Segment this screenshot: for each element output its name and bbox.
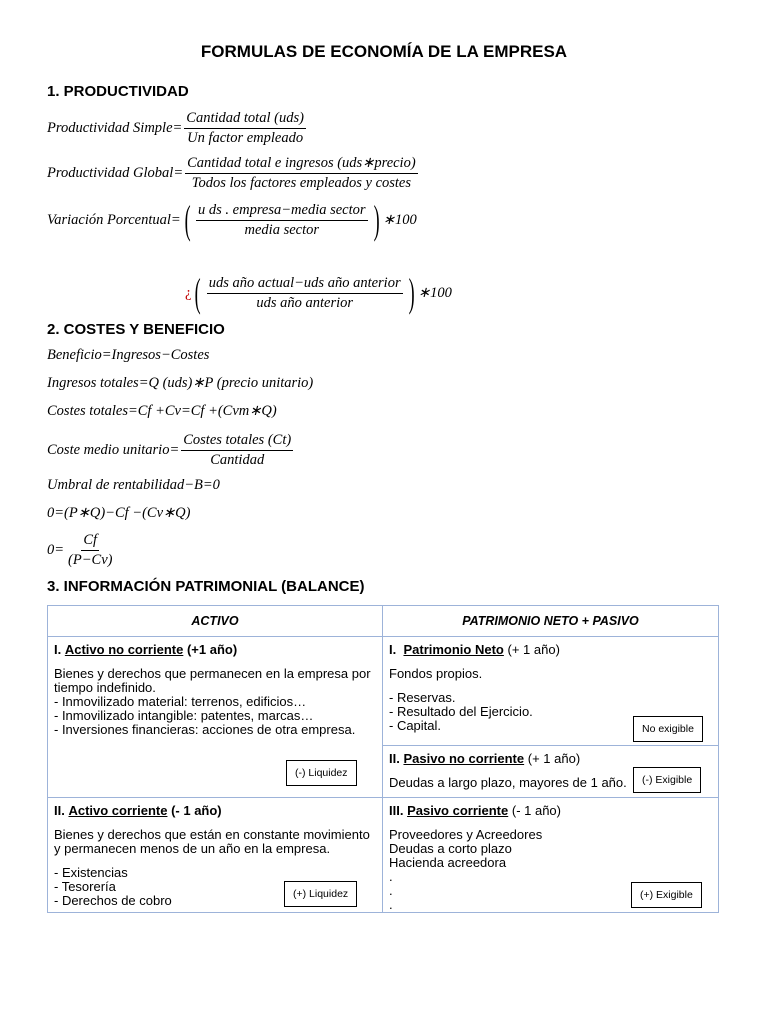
pc-heading: III. Pasivo corriente (- 1 año): [389, 803, 561, 818]
fraction: [196, 202, 368, 239]
left-paren: (: [184, 197, 191, 242]
formula-lhs: Coste medio unitario=: [47, 442, 180, 458]
pnc-description: Deudas a largo plazo, mayores de 1 año.: [389, 775, 627, 790]
ac-item: - Tesorería: [54, 879, 116, 894]
pn-item: - Resultado del Ejercicio.: [389, 704, 533, 719]
formula-tail: ∗100: [382, 211, 417, 228]
ac-item: - Derechos de cobro: [54, 893, 172, 908]
numerator: Costes totales (Ct): [181, 432, 293, 451]
formula-cero-2: [47, 532, 116, 569]
formula-lhs: Productividad Global=: [47, 165, 184, 181]
fraction: [207, 275, 403, 312]
pn-description: Fondos propios.: [389, 666, 483, 681]
pc-item: Proveedores y Acreedores: [389, 827, 543, 842]
formula-lhs: Productividad Simple=: [47, 120, 183, 136]
formula-costes: Costes totales=Cf +Cv=Cf +(Cvm∗Q): [47, 403, 277, 419]
pn-item: - Capital.: [389, 718, 442, 733]
anc-item: - Inversiones financieras: acciones de otra empresa.: [54, 722, 356, 737]
denominator: (P−Cv): [68, 552, 113, 568]
denominator: media sector: [244, 221, 320, 238]
tag-mas-liquidez: (+) Liquidez: [284, 881, 357, 907]
pnc-heading: II. Pasivo no corriente (+ 1 año): [389, 751, 581, 766]
pn-heading: I. Patrimonio Neto (+ 1 año): [389, 642, 560, 657]
anc-item: - Inmovilizado intangible: patentes, marcas…: [54, 708, 314, 723]
formula-lhs: 0=: [47, 542, 65, 558]
numerator: uds año actual−uds año anterior: [207, 275, 403, 294]
pn-item: - Reservas.: [389, 690, 456, 705]
pc-item: .: [389, 883, 393, 898]
denominator: Un factor empleado: [187, 130, 304, 146]
tag-menos-liquidez: (-) Liquidez: [286, 760, 357, 786]
document-title: FORMULAS DE ECONOMÍA DE LA EMPRESA: [200, 42, 568, 61]
cell-pasivo-corriente: [383, 798, 719, 913]
formula-coste-medio: [47, 432, 295, 469]
pc-item: Hacienda acreedora: [389, 855, 507, 870]
fraction: [181, 432, 293, 469]
denominator: uds año anterior: [256, 294, 354, 311]
formula-productividad-global: [47, 155, 420, 192]
anc-description: Bienes y derechos que permanecen en la empresa por tiempo indefinido.: [54, 666, 371, 695]
section-productividad: 1. PRODUCTIVIDAD: [47, 83, 189, 100]
tag-no-exigible: No exigible: [633, 716, 703, 742]
header-patrimonio-pasivo: PATRIMONIO NETO + PASIVO: [383, 606, 719, 637]
formula-variacion-porcentual: [47, 197, 417, 242]
tag-mas-exigible: (+) Exigible: [631, 882, 702, 908]
formula-tail: ∗100: [417, 284, 452, 301]
anc-item: - Inmovilizado material: terrenos, edificios…: [54, 694, 307, 709]
denominator: Todos los factores empleados y costes: [191, 175, 412, 191]
numerator: u ds . empresa−media sector: [196, 202, 368, 221]
pc-item: Deudas a corto plazo: [389, 841, 512, 856]
balance-header-row: [48, 606, 719, 637]
fraction: [66, 532, 114, 569]
formula-lhs: Variación Porcentual=: [47, 211, 181, 228]
cell-activo-no-corriente: [48, 637, 383, 798]
header-activo: ACTIVO: [48, 606, 383, 637]
fraction: [184, 110, 306, 147]
cell-activo-corriente: [48, 798, 383, 913]
numerator: Cf: [81, 532, 99, 551]
formula-umbral: Umbral de rentabilidad−B=0: [47, 477, 220, 493]
formula-ingresos: Ingresos totales=Q (uds)∗P (precio unitario): [47, 375, 314, 391]
right-paren: ): [408, 270, 415, 315]
left-paren: (: [195, 270, 202, 315]
ac-description: Bienes y derechos que están en constante movimiento y permanecen menos de un año en la empresa.: [54, 827, 370, 856]
cell-patrimonio-neto: [383, 637, 719, 746]
section-balance: 3. INFORMACIÓN PATRIMONIAL (BALANCE): [47, 578, 365, 595]
ac-heading: II. Activo corriente (- 1 año): [54, 803, 222, 818]
anc-heading: I. Activo no corriente (+1 año): [54, 642, 238, 657]
formula-lead: ¿: [185, 284, 192, 301]
tag-menos-exigible: (-) Exigible: [633, 767, 701, 793]
pc-item: .: [389, 869, 393, 884]
denominator: Cantidad: [210, 452, 265, 468]
numerator: Cantidad total e ingresos (uds∗precio): [185, 155, 418, 174]
formula-beneficio: Beneficio=Ingresos−Costes: [47, 347, 210, 363]
formula-variacion-alternativa: [185, 270, 452, 315]
balance-table: [47, 605, 719, 913]
formula-cero-1: 0=(P∗Q)−Cf −(Cv∗Q): [47, 505, 191, 521]
fraction: [185, 155, 418, 192]
numerator: Cantidad total (uds): [184, 110, 306, 129]
pc-item: .: [389, 897, 393, 912]
formula-productividad-simple: [47, 110, 308, 147]
section-costes-beneficio: 2. COSTES Y BENEFICIO: [47, 321, 225, 338]
right-paren: ): [373, 197, 380, 242]
ac-item: - Existencias: [54, 865, 128, 880]
cell-pasivo-no-corriente: [383, 746, 719, 798]
